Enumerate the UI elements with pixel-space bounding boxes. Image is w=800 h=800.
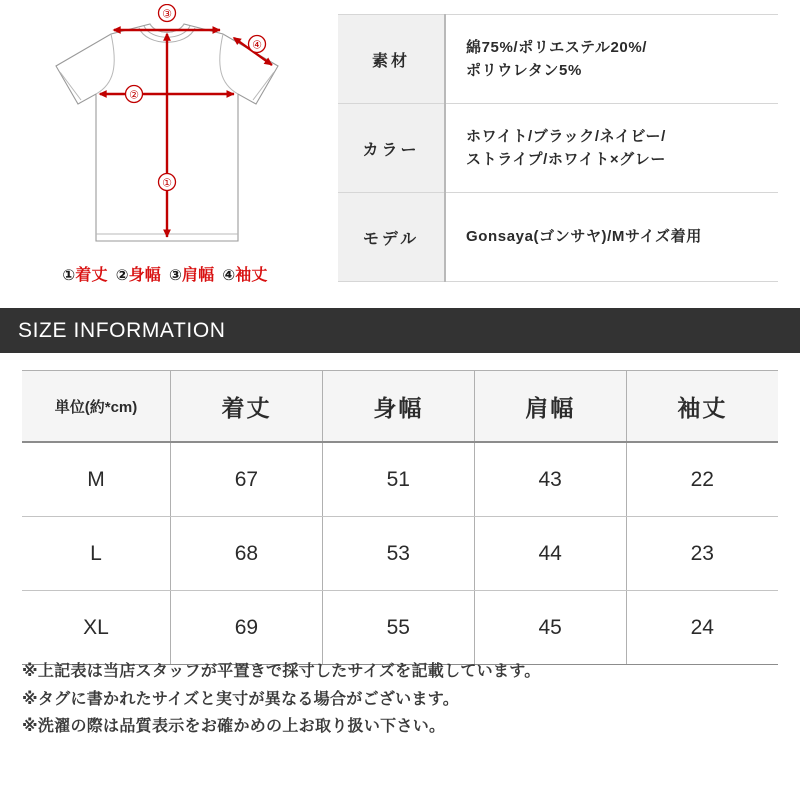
size-cell-m-chest: 51 <box>322 442 474 517</box>
legend-item-2 <box>116 267 169 284</box>
note-line-3: ※洗濯の際は品質表示をお確かめの上お取り扱い下さい。 <box>22 718 446 736</box>
size-cell-name-m: M <box>22 442 171 517</box>
size-table-header-row <box>22 371 778 443</box>
table-row <box>22 517 778 591</box>
size-cell-xl-shoulder: 45 <box>474 591 626 665</box>
size-cell-l-shoulder: 44 <box>474 517 626 591</box>
measurement-diagram-panel <box>0 0 335 300</box>
size-cell-l-length: 68 <box>171 517 323 591</box>
size-cell-m-shoulder: 43 <box>474 442 626 517</box>
size-cell-xl-length: 69 <box>171 591 323 665</box>
note-line-2: ※タグに書かれたサイズと実寸が異なる場合がございます。 <box>22 690 460 708</box>
info-row-material <box>338 15 778 104</box>
size-notes <box>22 658 541 741</box>
legend-num-2: ② <box>115 267 129 284</box>
info-label-model: モデル <box>338 193 445 282</box>
marker-three-label: ③ <box>162 8 172 21</box>
info-row-color <box>338 104 778 193</box>
info-value-color-line-2: ストライプ/ホワイト×グレー <box>466 151 666 168</box>
legend-num-1: ① <box>62 267 76 284</box>
info-value-color-line-1: ホワイト/ブラック/ネイビー/ <box>466 127 666 145</box>
legend-label-2: 身幅 <box>128 267 161 284</box>
table-row <box>22 591 778 665</box>
legend-item-4 <box>222 267 267 284</box>
info-value-model <box>445 193 778 282</box>
info-value-material-line-2: ポリウレタン5% <box>466 62 582 79</box>
product-info-table <box>338 14 778 282</box>
size-cell-name-xl: XL <box>22 591 171 665</box>
size-header-shoulder: 肩幅 <box>474 371 626 443</box>
legend-num-4: ④ <box>222 267 236 284</box>
size-cell-name-l: L <box>22 517 171 591</box>
info-value-material <box>445 15 778 104</box>
size-chart-table <box>22 370 778 665</box>
legend-item-3 <box>169 267 222 284</box>
size-cell-m-sleeve: 22 <box>626 442 778 517</box>
size-cell-xl-chest: 55 <box>322 591 474 665</box>
legend-label-3: 肩幅 <box>181 267 215 284</box>
note-line-1: ※上記表は当店スタッフが平置きで採寸したサイズを記載しています。 <box>22 663 541 680</box>
size-information-banner <box>0 308 800 353</box>
marker-one-label: ① <box>162 177 172 190</box>
info-label-material: 素材 <box>338 15 445 104</box>
legend-item-1 <box>62 267 115 284</box>
info-value-material-line-1: 綿75%/ポリエステル20%/ <box>466 38 648 56</box>
banner-title: SIZE INFORMATION <box>18 318 226 342</box>
info-value-model-line-1: Gonsaya(ゴンサヤ)/Mサイズ着用 <box>466 228 702 246</box>
top-section <box>0 0 800 308</box>
info-value-color <box>445 104 778 193</box>
info-label-color: カラー <box>338 104 445 193</box>
tshirt-diagram-icon <box>10 4 330 264</box>
legend-label-4: 袖丈 <box>235 267 268 284</box>
info-row-model <box>338 193 778 282</box>
size-header-length: 着丈 <box>171 371 323 443</box>
diagram-legend <box>0 262 330 285</box>
marker-two-label: ② <box>129 89 139 102</box>
marker-four-label: ④ <box>252 39 262 52</box>
size-cell-m-length: 67 <box>171 442 323 517</box>
size-cell-l-sleeve: 23 <box>626 517 778 591</box>
size-header-chest: 身幅 <box>322 371 474 443</box>
size-cell-l-chest: 53 <box>322 517 474 591</box>
table-row <box>22 442 778 517</box>
legend-num-3: ③ <box>169 267 182 284</box>
size-cell-xl-sleeve: 24 <box>626 591 778 665</box>
size-header-sleeve: 袖丈 <box>626 371 778 443</box>
legend-label-1: 着丈 <box>75 267 108 284</box>
size-header-unit: 単位(約*cm) <box>22 371 171 443</box>
